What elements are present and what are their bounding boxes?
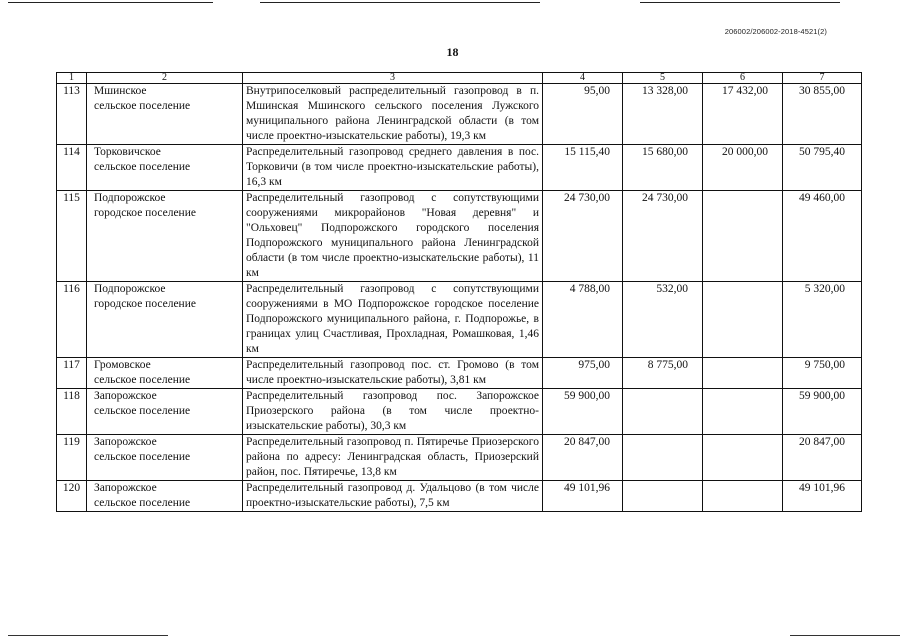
top-rule: [640, 2, 840, 3]
table-row: [57, 389, 862, 435]
amount-col6: [703, 435, 783, 481]
municipality-name: Запорожское: [94, 436, 157, 448]
amount-col4: 975,00: [543, 358, 623, 389]
amount-total: 5 320,00: [783, 282, 862, 358]
row-number: 117: [57, 358, 87, 389]
table-row: [57, 358, 862, 389]
amount-col5: 532,00: [623, 282, 703, 358]
project-description: Внутрипоселковый распределительный газопровод в п. Мшинская Мшинского сельского поселения Лужского муниципального района Ленинградской области (в том числе проектно-изыскательские работы), 19,3 км: [243, 84, 543, 145]
municipality-cell: [87, 191, 243, 282]
column-header: 3: [243, 73, 543, 84]
amount-col6: [703, 191, 783, 282]
municipality-name: Торковичское: [94, 146, 161, 158]
amount-col4: 95,00: [543, 84, 623, 145]
project-description: Распределительный газопровод пос. ст. Громово (в том числе проектно-изыскательские работы), 3,81 км: [243, 358, 543, 389]
row-number: 120: [57, 481, 87, 512]
municipality-cell: [87, 145, 243, 191]
amount-col4: 20 847,00: [543, 435, 623, 481]
project-description: Распределительный газопровод с сопутствующими сооружениями микрорайонов "Новая деревня" и "Ольховец" Подпорожского городского поселения Подпорожского муниципального района Ленинградской области (в том числе проектно-изыскательские работы), 11 км: [243, 191, 543, 282]
municipality-name: Подпорожское: [94, 283, 166, 295]
amount-total: 59 900,00: [783, 389, 862, 435]
municipality-type: сельское поселение: [94, 374, 191, 386]
amount-col4: 4 788,00: [543, 282, 623, 358]
project-description: Распределительный газопровод д. Удальцово (в том числе проектно-изыскательские работы), 7,5 км: [243, 481, 543, 512]
municipality-type: городское поселение: [94, 298, 196, 310]
municipality-type: сельское поселение: [94, 451, 191, 463]
amount-total: 20 847,00: [783, 435, 862, 481]
row-number: 119: [57, 435, 87, 481]
table-row: [57, 481, 862, 512]
top-rule: [8, 2, 213, 3]
amount-col6: [703, 389, 783, 435]
municipality-cell: [87, 389, 243, 435]
municipality-cell: [87, 84, 243, 145]
project-description: Распределительный газопровод среднего давления в пос. Торковичи (в том числе проектно-изыскательские работы), 16,3 км: [243, 145, 543, 191]
column-header: 4: [543, 73, 623, 84]
row-number: 114: [57, 145, 87, 191]
municipality-cell: [87, 481, 243, 512]
amount-col5: [623, 435, 703, 481]
bottom-rule: [8, 635, 168, 636]
amount-col6: 17 432,00: [703, 84, 783, 145]
municipality-cell: [87, 282, 243, 358]
column-header: 5: [623, 73, 703, 84]
row-number: 113: [57, 84, 87, 145]
municipality-type: сельское поселение: [94, 497, 191, 509]
municipality-name: Запорожское: [94, 390, 157, 402]
bottom-rule: [790, 635, 900, 636]
top-rule: [260, 2, 540, 3]
municipality-name: Громовское: [94, 359, 151, 371]
amount-total: 49 460,00: [783, 191, 862, 282]
data-table: [56, 72, 862, 512]
amount-total: 49 101,96: [783, 481, 862, 512]
amount-total: 9 750,00: [783, 358, 862, 389]
document-code: 206002/206002-2018-4521(2): [724, 27, 827, 36]
project-description: Распределительный газопровод с сопутствующими сооружениями в МО Подпорожское городское поселение Подпорожского муниципального района, г. Подпорожье, в границах улиц Счастливая, Прохладная, Ромашковая, 1,46 км: [243, 282, 543, 358]
amount-col4: 49 101,96: [543, 481, 623, 512]
column-header: 6: [703, 73, 783, 84]
row-number: 118: [57, 389, 87, 435]
municipality-cell: [87, 358, 243, 389]
amount-col6: 20 000,00: [703, 145, 783, 191]
amount-col5: [623, 389, 703, 435]
column-header: 2: [87, 73, 243, 84]
amount-col4: 24 730,00: [543, 191, 623, 282]
municipality-type: городское поселение: [94, 207, 196, 219]
column-header: 1: [57, 73, 87, 84]
municipality-type: сельское поселение: [94, 405, 191, 417]
table-row: [57, 435, 862, 481]
amount-col6: [703, 358, 783, 389]
column-header: 7: [783, 73, 862, 84]
project-description: Распределительный газопровод пос. Запорожское Приозерского района (в том числе проектно-изыскательские работы), 30,3 км: [243, 389, 543, 435]
municipality-cell: [87, 435, 243, 481]
table-row: [57, 282, 862, 358]
amount-total: 30 855,00: [783, 84, 862, 145]
amount-col5: 15 680,00: [623, 145, 703, 191]
municipality-type: сельское поселение: [94, 161, 191, 173]
municipality-name: Мшинское: [94, 85, 147, 97]
amount-col5: [623, 481, 703, 512]
amount-col5: 24 730,00: [623, 191, 703, 282]
page-number: 18: [446, 45, 459, 59]
amount-col6: [703, 282, 783, 358]
row-number: 116: [57, 282, 87, 358]
amount-col5: 13 328,00: [623, 84, 703, 145]
amount-total: 50 795,40: [783, 145, 862, 191]
municipality-type: сельское поселение: [94, 100, 191, 112]
amount-col4: 59 900,00: [543, 389, 623, 435]
municipality-name: Запорожское: [94, 482, 157, 494]
table-row: [57, 145, 862, 191]
amount-col6: [703, 481, 783, 512]
amount-col4: 15 115,40: [543, 145, 623, 191]
column-number-row: [57, 73, 862, 84]
amount-col5: 8 775,00: [623, 358, 703, 389]
municipality-name: Подпорожское: [94, 192, 166, 204]
table-row: [57, 191, 862, 282]
table-row: [57, 84, 862, 145]
project-description: Распределительный газопровод п. Пятиречье Приозерского района по адресу: Ленинградская область, Приозерский район, пос. Пятиречье, 13,8 км: [243, 435, 543, 481]
row-number: 115: [57, 191, 87, 282]
